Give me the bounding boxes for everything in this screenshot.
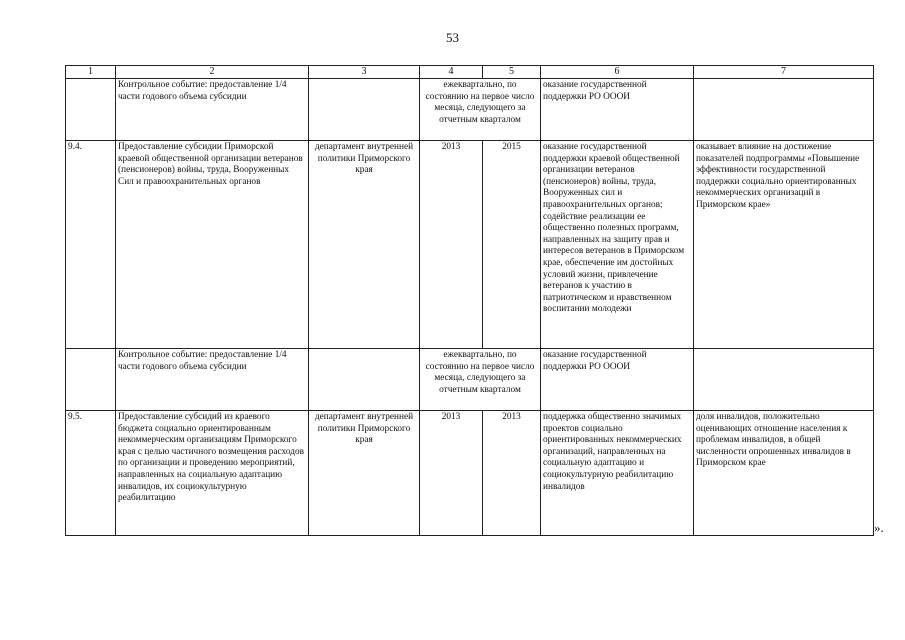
control-event-1-num [66, 79, 116, 141]
row-9-5-start: 2013 [420, 411, 483, 536]
row-9-4-num: 9.4. [66, 141, 116, 349]
control-event-2-indicator [694, 349, 874, 411]
row-9-4-result: оказание государственной поддержки краевой общественной организации ветеранов (пенсионеров) войны, труда, Вооруженных сил и правоохранительных органов; содействие реализации ее общественно полезных программ, направленных на защиту прав и интересов ветеранов в Приморском крае, обеспечение им достойных условий жизни, привлечение ветеранов к участию в патриотическом и нравственном воспитании молодежи [541, 141, 694, 349]
control-event-2-num [66, 349, 116, 411]
header-row [66, 66, 874, 79]
row-9-5-name: Предоставление субсидий из краевого бюджета социально ориентированным некоммерческим организациям Приморского края с целью частичного возмещения расходов по организации и проведению мероприятий, направленных на социальную адаптацию инвалидов, их социокультурную реабилитацию [116, 411, 309, 536]
control-event-2-executor [309, 349, 420, 411]
row-9-4-indicator: оказывает влияние на достижение показателей подпрограммы «Повышение эффективности государственной поддержки социально ориентированных некоммерческих организаций в Приморском крае» [694, 141, 874, 349]
control-event-1-label: Контрольное событие: предоставление 1/4 части годового объема субсидии [116, 79, 309, 141]
row-9-5-num: 9.5. [66, 411, 116, 536]
row-9-5-indicator: доля инвалидов, положительно оценивающих отношение населения к проблемам инвалидов, в общей численности опрошенных инвалидов в Приморском крае [694, 411, 874, 536]
header-col-5: 5 [483, 66, 541, 79]
header-col-6: 6 [541, 66, 694, 79]
row-9-5-end: 2013 [483, 411, 541, 536]
header-col-1: 1 [66, 66, 116, 79]
row-9-4-executor: департамент внутренней политики Приморского края [309, 141, 420, 349]
control-event-2-period: ежеквартально, по состоянию на первое число месяца, следующего за отчетным кварталом [420, 349, 541, 411]
control-event-1-indicator [694, 79, 874, 141]
control-event-row-2 [66, 349, 874, 411]
control-event-row-1 [66, 79, 874, 141]
row-9-4-end: 2015 [483, 141, 541, 349]
closing-quote-mark: ». [874, 520, 884, 535]
control-event-1-period: ежеквартально, по состоянию на первое число месяца, следующего за отчетным кварталом [420, 79, 541, 141]
page-number: 53 [446, 30, 459, 45]
control-event-2-label: Контрольное событие: предоставление 1/4 части годового объема субсидии [116, 349, 309, 411]
program-table [65, 65, 874, 536]
header-col-2: 2 [116, 66, 309, 79]
row-9-5-executor: департамент внутренней политики Приморского края [309, 411, 420, 536]
row-9-5-result: поддержка общественно значимых проектов социально ориентированных некоммерческих организаций, направленных на социальную адаптацию и социокультурную реабилитацию инвалидов [541, 411, 694, 536]
control-event-1-executor [309, 79, 420, 141]
row-9-4 [66, 141, 874, 349]
row-9-4-start: 2013 [420, 141, 483, 349]
header-col-4: 4 [420, 66, 483, 79]
header-col-3: 3 [309, 66, 420, 79]
control-event-1-result: оказание государственной поддержки РО ОООИ [541, 79, 694, 141]
header-col-7: 7 [694, 66, 874, 79]
row-9-5 [66, 411, 874, 536]
row-9-4-name: Предоставление субсидии Приморской краевой общественной организации ветеранов (пенсионеров) войны, труда, Вооруженных Сил и правоохранительных органов [116, 141, 309, 349]
control-event-2-result: оказание государственной поддержки РО ОООИ [541, 349, 694, 411]
